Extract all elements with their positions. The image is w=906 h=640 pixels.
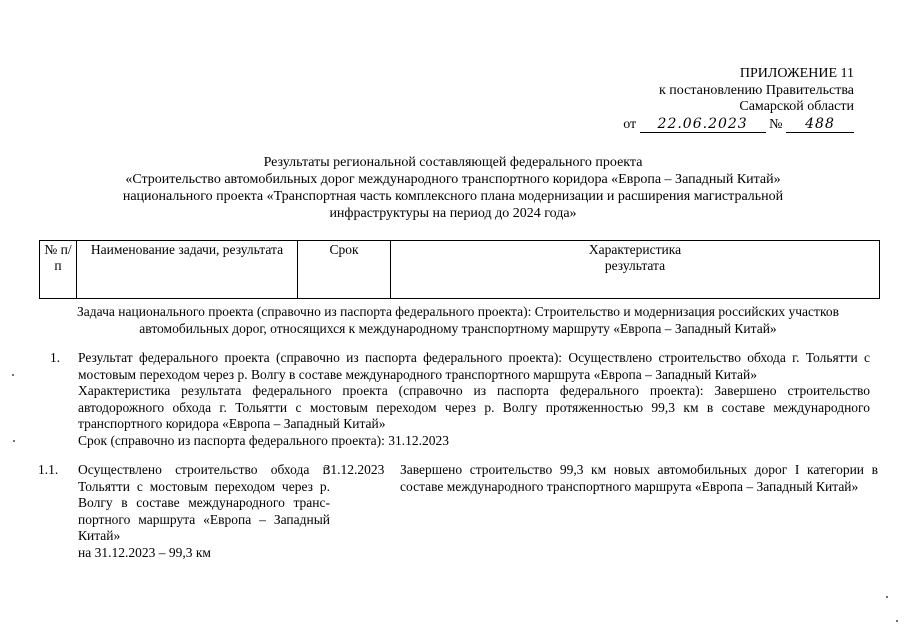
appendix-line-2: к постановлению Правительства — [658, 82, 854, 98]
result-item-1-characteristic: Характеристика результата федерального проекта (справочно из паспорта федерального проекта): Завершено строительство автодорожного обхода г. Тольятти с мостовым переходом через р. Волгу протяженностью 99,3 км в составе международного транспортного коридора «Европа – Западный Китай» — [78, 383, 870, 431]
scan-speck — [896, 620, 898, 622]
scan-speck — [13, 440, 15, 442]
result-item-1-number: 1. — [50, 350, 61, 365]
row-1-1-name-cell — [78, 462, 330, 561]
handwritten-date: 22.06.2023 — [640, 116, 766, 134]
number-label: № — [769, 116, 783, 132]
row-1-1-name-value: на 31.12.2023 – 99,3 км — [78, 544, 211, 560]
appendix-title: ПРИЛОЖЕНИЕ 11 — [739, 66, 854, 81]
appendix-signature-line — [623, 116, 854, 134]
title-line-2: «Строительство автомобильных дорог международного транспортного коридора «Европа – Западный Китай» — [125, 172, 781, 187]
header-col-characteristic — [391, 241, 880, 299]
title-line-3: национального проекта «Транспортная часть комплексного плана модернизации и расширения магистральной — [122, 189, 784, 204]
from-label: от — [623, 116, 637, 132]
appendix-line-3: Самарской области — [739, 99, 854, 114]
result-item-1-result: Результат федерального проекта (справочно из паспорта федерального проекта): Осуществлено строительство обхода г. Тольятти с мостовым переходом через р. Волгу в составе международного транспортного маршрута «Европа – Западный Китай» — [78, 350, 870, 382]
row-1-1-name: Осуществлено строительство обхода г. Тольятти с мостовым переходом через р. Волгу в составе международного транс-портного маршрута «Европа – Западный Китай» — [78, 462, 330, 543]
title-line-1: Результаты региональной составляющей федерального проекта — [263, 155, 643, 170]
row-1-1-characteristic: Завершено строительство 99,3 км новых автомобильных дорог I категории в составе международного транспортного маршрута «Европа – Западный Китай» — [400, 462, 878, 494]
header-col-term: Срок — [298, 241, 391, 299]
header-col-name: Наименование задачи, результата — [77, 241, 298, 299]
document-title — [60, 154, 846, 222]
scan-speck — [886, 596, 888, 598]
scan-speck — [12, 374, 14, 376]
result-item-1-term: Срок (справочно из паспорта федерального проекта): 31.12.2023 — [78, 432, 449, 448]
header-col-characteristic-label: Характеристика результата — [588, 242, 682, 273]
handwritten-number: 488 — [786, 116, 854, 134]
national-project-task: Задача национального проекта (справочно из паспорта федерального проекта): Строительство и модернизация российских участков автомобильных дорог, относящихся к международному транспортному маршруту «Европа – Западный Китай» — [77, 304, 839, 336]
result-item-1 — [50, 350, 870, 449]
appendix-block — [623, 66, 854, 133]
row-1-1-term: 31.12.2023 — [323, 462, 385, 477]
title-line-4: инфраструктуры на период до 2024 года» — [329, 206, 577, 221]
row-1-1-number: 1.1. — [38, 462, 59, 477]
header-table — [39, 240, 880, 299]
header-col-num: № п/п — [40, 241, 77, 299]
